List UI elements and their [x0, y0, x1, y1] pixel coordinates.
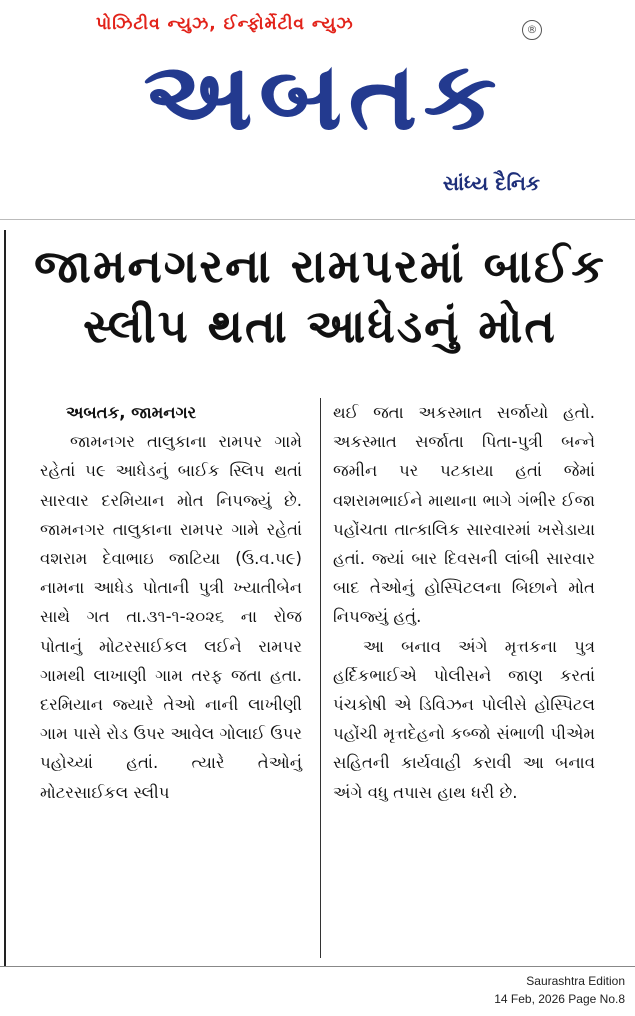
article-paragraph: થઈ જતા અકસ્માત સર્જાયો હતો. અકસ્માત સર્જાતા પિતા-પુત્રી બન્ને જમીન પર પટકાયા હતાં જેમાં વશરામભાઈને માથાના ભાગે ગંભીર ઈજા પહોંચતા તાત્કાલિક સારવારમાં ખસેડાયા હતાં. જ્યાં બાર દિવસની લાંબી સારવાર બાદ તેઓનું હોસ્પિટલના બિછાને મોત નિપજ્યું હતું. [333, 403, 595, 627]
footer-edition: Saurashtra Edition [526, 974, 625, 988]
article-column-right [333, 398, 595, 807]
headline-line-1: જામનગરના રામપરમાં બાઈક [34, 239, 606, 293]
edition-label: સાંધ્ય દૈનિક [442, 171, 540, 195]
article-paragraph: આ બનાવ અંગે મૃત્તકના પુત્ર હર્દિકભાઈએ પોલીસને જાણ કરતાં પંચકોષી એ ડિવિઝન પોલીસે હોસ્પિટલ પહોંચી મૃત્તદેહનો કબ્જો સંભાળી પીએમ સહિતની કાર્યવાહી કરાવી આ બનાવ અંગે વધુ તપાસ હાથ ધરી છે. [333, 636, 595, 802]
article-headline [10, 236, 630, 356]
footer-date-page: 14 Feb, 2026 Page No.8 [494, 992, 625, 1006]
masthead-tagline: પોઝિટીવ ન્યુઝ, ઈન્ફોર્મેટીવ ન્યુઝ [96, 14, 354, 34]
article-paragraph: જામનગર તાલુકાના રામપર ગામે રહેતાં ૫૯ આધેડનું બાઈક સ્લિપ થતાં સારવાર દરમિયાન મોત નિપજ્યું છે. જામનગર તાલુકાના રામપર ગામે રહેતાં વશરામ દેવાભાઇ જાટિયા (ઉ.વ.૫૯) નામના આધેડ પોતાની પુત્રી ખ્યાતીબેન સાથે ગત તા.૩૧-૧-૨૦૨૬ ના રોજ પોતાનું મોટરસાઈકલ લઈને રામપર ગામથી લાખાણી ગામ તરફ જતા હતા. દરમિયાન જ્યારે તેઓ નાની લાખીણી ગામ પાસે રોડ ઉપર આવેલ ગોલાઈ ઉપર પહોચ્યાં હતાં. ત્યારે તેઓનું મોટરસાઈકલ સ્લીપ [40, 432, 302, 802]
masthead-divider [0, 219, 635, 220]
headline-line-2: સ્લીપ થતા આધેડનું મોત [83, 299, 557, 353]
logo-wordmark: અબતક [143, 41, 503, 151]
column-divider [320, 398, 321, 958]
article-column-left [40, 398, 302, 807]
masthead [0, 0, 635, 218]
newspaper-logo [88, 26, 558, 166]
footer-divider [0, 966, 635, 967]
page-footer [494, 972, 625, 1008]
registered-mark-icon: ® [522, 20, 542, 40]
article-byline: અબતક, જામનગર [66, 403, 197, 422]
